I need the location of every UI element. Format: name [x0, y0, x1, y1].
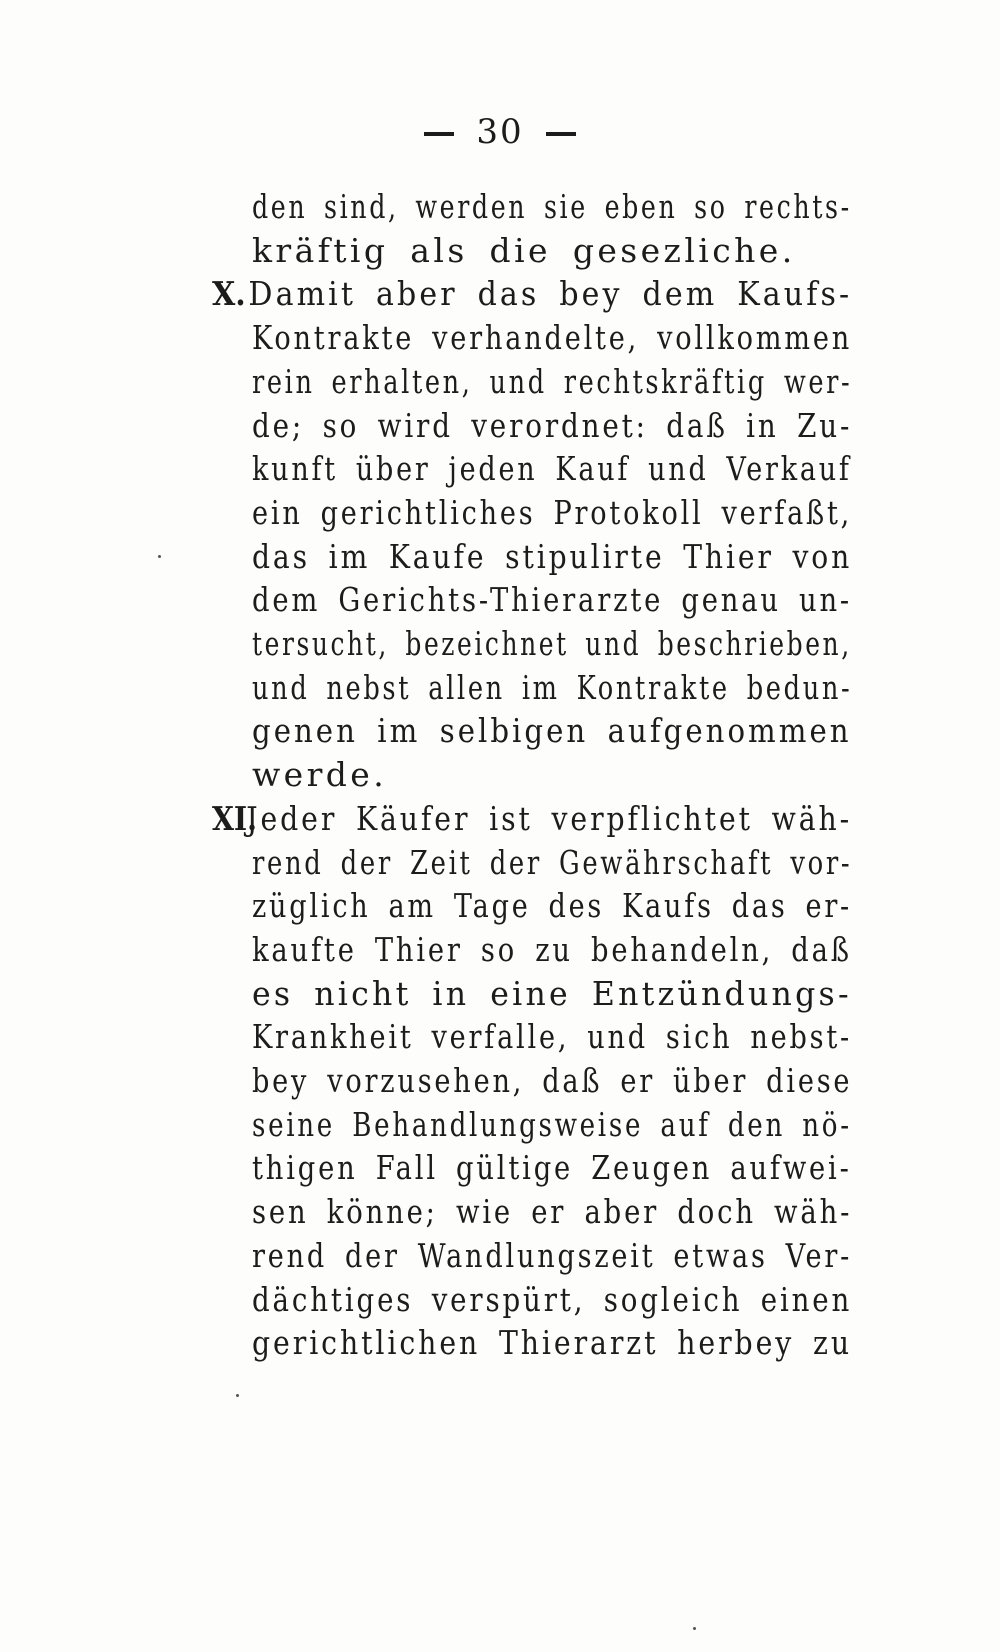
- text-line: [252, 359, 852, 405]
- text-line: [252, 403, 852, 449]
- line-text: rein erhalten, und rechtskräftig wer-: [252, 361, 853, 401]
- text-line: [252, 490, 852, 536]
- line-text: den sind, werden sie eben so rechts-: [252, 187, 852, 226]
- paper-speck: [236, 1394, 239, 1397]
- paper-speck: [158, 555, 161, 558]
- text-line: [252, 752, 387, 798]
- line-text: Damit aber das bey dem Kaufs-: [248, 274, 853, 314]
- text-line: [252, 1277, 852, 1323]
- line-text: rend der Zeit der Gewährschaft vor-: [252, 842, 853, 882]
- text-line: [252, 577, 852, 623]
- line-text: tersucht, bezeichnet und beschrieben,: [252, 624, 852, 663]
- text-line: [212, 271, 852, 317]
- text-line: [252, 927, 852, 973]
- line-text: thigen Fall gültige Zeugen aufwei-: [252, 1148, 852, 1188]
- text-line: [252, 708, 852, 754]
- text-line: [252, 840, 852, 886]
- text-line: [252, 228, 796, 274]
- text-line: [252, 883, 852, 929]
- line-text: züglich am Tage des Kaufs das er-: [252, 886, 852, 926]
- paper-speck: [693, 1627, 696, 1630]
- line-text: das im Kaufe stipulirte Thier von: [252, 536, 853, 576]
- line-text: kaufte Thier so zu behandeln, daß: [252, 929, 852, 969]
- text-line: [212, 796, 852, 842]
- line-text: sen könne; wie er aber doch wäh-: [252, 1192, 853, 1232]
- line-text: Jeder Käufer ist verpflichtet wäh-: [246, 798, 853, 838]
- line-text: kunft über jeden Kauf und Verkauf: [252, 449, 852, 489]
- line-text: dächtiges verspürt, sogleich einen: [252, 1279, 853, 1319]
- line-text: es nicht in eine Entzündungs-: [252, 973, 852, 1013]
- line-text: genen im selbigen aufgenommen: [252, 711, 852, 751]
- line-text: gerichtlichen Thierarzt herbey zu: [252, 1323, 852, 1363]
- line-text: dem Gerichts-Thierarzte genau un-: [252, 580, 852, 620]
- line-text: werde.: [252, 755, 388, 795]
- text-line: [252, 665, 852, 711]
- text-line: [252, 1320, 852, 1366]
- text-line: [252, 1189, 852, 1235]
- text-line: [252, 971, 852, 1017]
- text-line: [252, 1233, 852, 1279]
- line-text: und nebst allen im Kontrakte bedun-: [252, 667, 853, 707]
- line-text: Kontrakte verhandelte, vollkommen: [252, 318, 853, 358]
- text-line: [252, 446, 852, 492]
- header-dash-left: [424, 132, 454, 136]
- section-number: X.: [212, 274, 246, 314]
- text-line: [252, 1058, 852, 1104]
- header-dash-right: [546, 132, 576, 136]
- line-text: Krankheit verfalle, und sich nebst-: [252, 1017, 852, 1057]
- text-line: [252, 315, 852, 361]
- line-text: rend der Wandlungszeit etwas Ver-: [252, 1235, 853, 1275]
- line-text: kräftig als die gesezliche.: [252, 230, 796, 270]
- text-line: [252, 621, 852, 667]
- text-line: [252, 1014, 852, 1060]
- text-line: [252, 1145, 852, 1191]
- line-text: seine Behandlungsweise auf den nö-: [252, 1104, 852, 1144]
- section-number: XI.: [212, 798, 258, 838]
- text-line: [252, 1102, 852, 1148]
- text-line: [252, 184, 852, 230]
- line-text: bey vorzusehen, daß er über diese: [252, 1061, 853, 1100]
- page-number: 30: [476, 112, 524, 152]
- line-text: de; so wird verordnet: daß in Zu-: [252, 405, 853, 445]
- text-line: [252, 534, 852, 580]
- page-header: [0, 112, 1000, 152]
- line-text: ein gerichtliches Protokoll verfaßt,: [252, 492, 853, 532]
